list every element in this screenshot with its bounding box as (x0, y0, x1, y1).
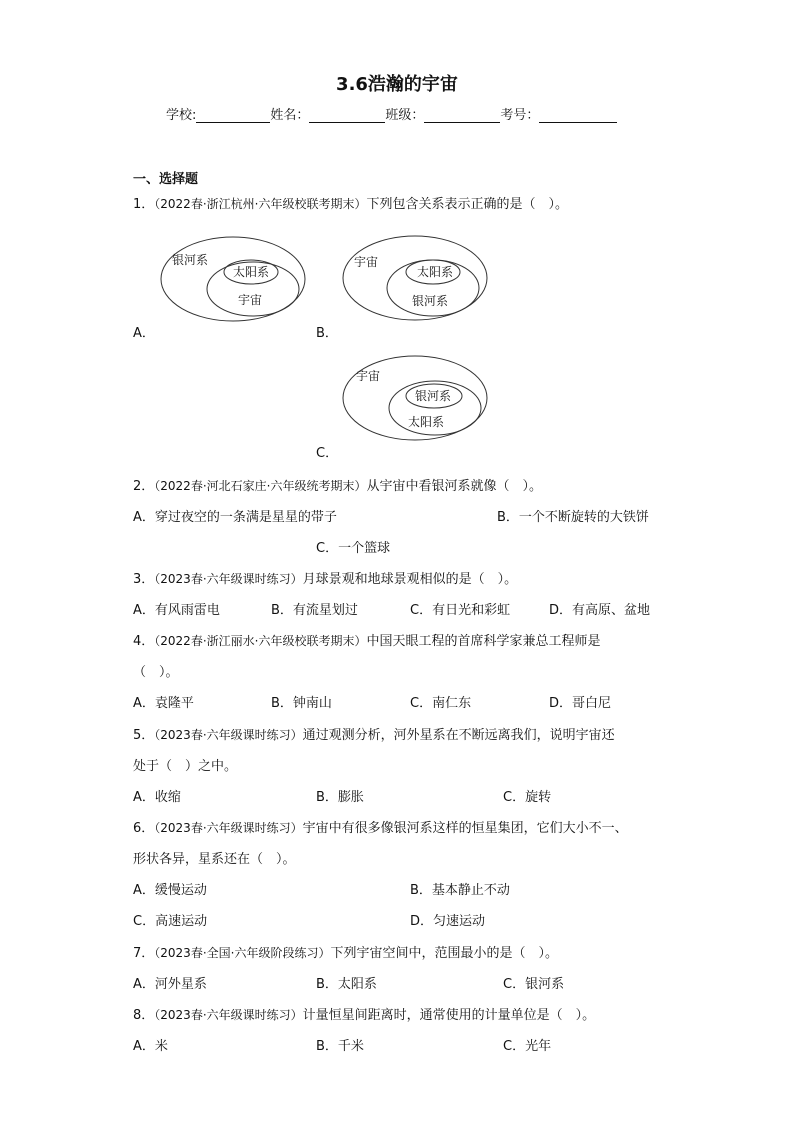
question-number: 2． (133, 479, 155, 494)
q4-option-c[interactable]: C．南仁东 (410, 696, 472, 711)
question-source: （2022春·河北石家庄·六年级统考期末） (154, 479, 367, 493)
school-label: 学校: (166, 108, 197, 123)
option-a-label[interactable]: A． (133, 326, 155, 341)
question-7 (133, 942, 558, 961)
q3-option-b[interactable]: B．有流星划过 (271, 603, 358, 618)
q6-option-b[interactable]: B．基本静止不动 (410, 883, 510, 898)
question-8 (133, 1004, 595, 1023)
q6-option-c[interactable]: C．高速运动 (133, 914, 208, 929)
name-blank[interactable] (309, 108, 385, 123)
question-number: 1． (133, 197, 155, 212)
q4-option-a[interactable]: A．袁隆平 (133, 696, 194, 711)
q8-option-a[interactable]: A．米 (133, 1039, 168, 1054)
info-line (166, 104, 617, 123)
number-blank[interactable] (539, 108, 617, 123)
q6-option-d[interactable]: D．匀速运动 (410, 914, 486, 929)
question-6-continued: 形状各异，星系还在（ ）。 (133, 852, 296, 867)
question-source: （2023春·六年级课时练习） (154, 572, 303, 586)
outer-label: 银河系 (172, 253, 209, 267)
option-b-label[interactable]: B． (316, 326, 338, 341)
question-3 (133, 568, 517, 587)
question-5-continued: 处于（ ）之中。 (133, 759, 238, 774)
class-blank[interactable] (424, 108, 500, 123)
q3-option-d[interactable]: D．有高原、盆地 (549, 603, 651, 618)
question-stem: 计量恒星间距离时，通常使用的计量单位是（ ）。 (302, 1008, 596, 1023)
question-stem: 中国天眼工程的首席科学家兼总工程师是 (366, 634, 601, 649)
q2-option-b[interactable]: B．一个不断旋转的大铁饼 (497, 510, 649, 525)
q2-option-a[interactable]: A．穿过夜空的一条满是星星的带子 (133, 510, 337, 525)
question-6 (133, 817, 628, 836)
q4-option-b[interactable]: B．钟南山 (271, 696, 332, 711)
question-stem: 从宇宙中看银河系就像（ ）。 (366, 479, 542, 494)
inner-label: 太阳系 (417, 265, 454, 279)
q6-option-a[interactable]: A．缓慢运动 (133, 883, 207, 898)
question-number: 4． (133, 634, 155, 649)
outer-label: 宇宙 (356, 369, 381, 383)
q7-option-a[interactable]: A．河外星系 (133, 977, 207, 992)
middle-label: 银河系 (412, 294, 449, 308)
question-number: 6． (133, 821, 155, 836)
middle-label: 太阳系 (408, 415, 445, 429)
question-number: 8． (133, 1008, 155, 1023)
question-source: （2023春·全国·六年级阶段练习） (154, 946, 331, 960)
q8-option-b[interactable]: B．千米 (316, 1039, 364, 1054)
question-stem: 下列包含关系表示正确的是（ ）。 (366, 197, 568, 212)
section-title: 一、选择题 (133, 172, 199, 187)
question-stem: 下列宇宙空间中，范围最小的是（ ）。 (330, 946, 558, 961)
question-4-continued: （ ）。 (133, 665, 179, 680)
inner-label: 银河系 (415, 389, 452, 403)
question-4 (133, 630, 600, 649)
q3-option-c[interactable]: C．有日光和彩虹 (410, 603, 511, 618)
page-title: 3.6浩瀚的宇宙 (336, 74, 458, 95)
question-2 (133, 475, 542, 494)
option-c-label[interactable]: C． (316, 446, 339, 461)
q2-option-c[interactable]: C．一个篮球 (316, 541, 391, 556)
question-source: （2022春·浙江丽水·六年级校联考期末） (154, 634, 367, 648)
question-source: （2023春·六年级课时练习） (154, 728, 303, 742)
question-number: 3． (133, 572, 155, 587)
venn-diagram-b (340, 232, 492, 324)
class-label: 班级： (385, 108, 425, 123)
venn-diagram-a (158, 232, 310, 324)
number-label: 考号： (500, 108, 540, 123)
outer-ellipse (161, 237, 305, 321)
name-label: 姓名： (270, 108, 310, 123)
outer-label: 宇宙 (354, 255, 379, 269)
school-blank[interactable] (196, 108, 270, 123)
question-source: （2023春·六年级课时练习） (154, 1008, 303, 1022)
inner-label: 太阳系 (233, 265, 270, 279)
q5-option-b[interactable]: B．膨胀 (316, 790, 364, 805)
question-stem: 通过观测分析，河外星系在不断远离我们，说明宇宙还 (302, 728, 615, 743)
question-number: 7． (133, 946, 155, 961)
q7-option-c[interactable]: C．银河系 (503, 977, 565, 992)
q4-option-d[interactable]: D．哥白尼 (549, 696, 612, 711)
question-1 (133, 193, 568, 212)
question-number: 5． (133, 728, 155, 743)
q5-option-a[interactable]: A．收缩 (133, 790, 181, 805)
question-source: （2022春·浙江杭州·六年级校联考期末） (154, 197, 367, 211)
middle-label: 宇宙 (238, 293, 263, 307)
q8-option-c[interactable]: C．光年 (503, 1039, 552, 1054)
q3-option-a[interactable]: A．有风雨雷电 (133, 603, 220, 618)
venn-diagram-c (340, 352, 492, 444)
question-5 (133, 724, 615, 743)
q7-option-b[interactable]: B．太阳系 (316, 977, 377, 992)
question-stem: 宇宙中有很多像银河系这样的恒星集团，它们大小不一、 (302, 821, 628, 836)
question-source: （2023春·六年级课时练习） (154, 821, 303, 835)
q5-option-c[interactable]: C．旋转 (503, 790, 552, 805)
question-stem: 月球景观和地球景观相似的是（ ）。 (302, 572, 518, 587)
